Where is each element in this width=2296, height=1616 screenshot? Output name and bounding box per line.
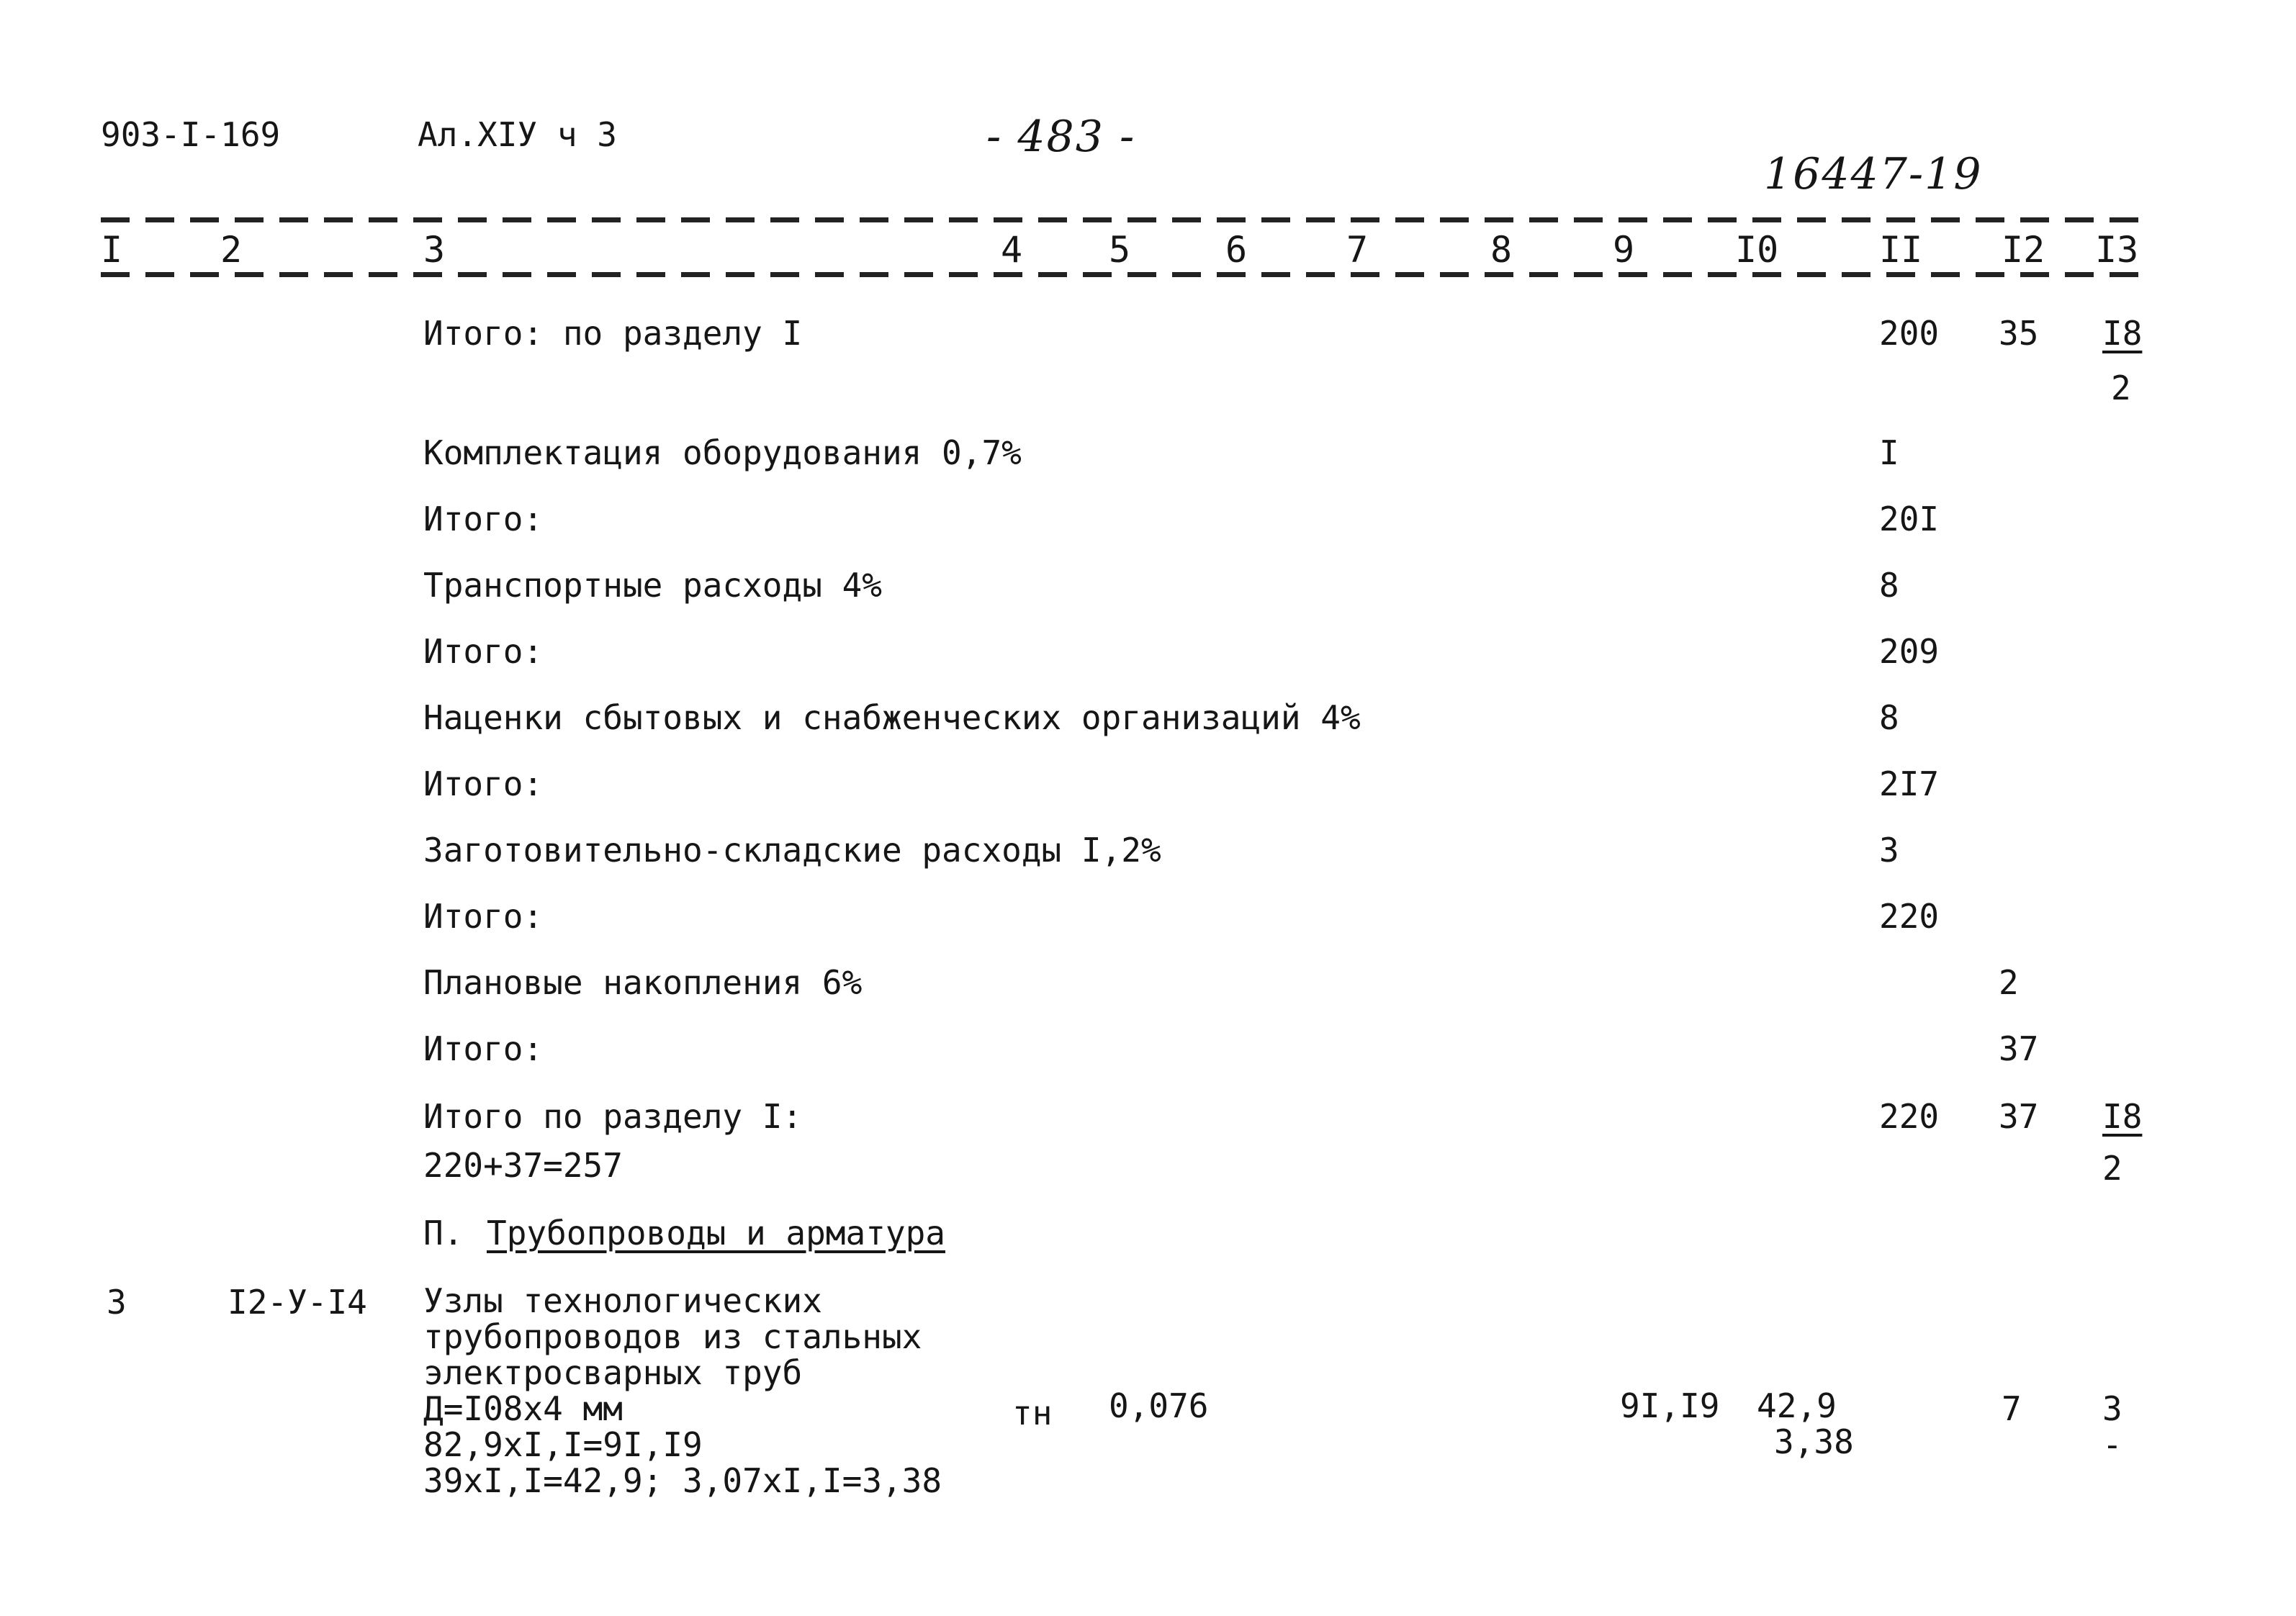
item-quantity: 0,076	[1109, 1386, 1209, 1425]
item-desc-line: Узлы технологических	[423, 1281, 822, 1320]
row-col12: 2	[1999, 963, 2019, 1002]
col-header-4: 4	[1001, 229, 1023, 271]
row-col12: 37	[1999, 1097, 2039, 1136]
row-col11: 209	[1879, 632, 1940, 671]
item-unit: тн	[1012, 1394, 1053, 1432]
row-col13-top: I8	[2102, 314, 2143, 353]
row-label: Итого: по разделу I	[423, 314, 803, 353]
row-col13-bottom: 2	[2102, 1149, 2122, 1188]
row-col12: 37	[1999, 1029, 2039, 1068]
col-header-5: 5	[1109, 229, 1131, 271]
row-col11: 8	[1879, 698, 1899, 737]
document-code: 903-I-169	[101, 115, 281, 154]
row-label: Транспортные расходы 4%	[423, 566, 882, 605]
item-desc-line: Д=I08х4 мм	[423, 1389, 623, 1428]
item-col10-bottom: 3,38	[1774, 1422, 1854, 1461]
header-dashed-rule	[101, 272, 2146, 277]
row-col12: 35	[1999, 314, 2039, 353]
item-desc-line: электросварных труб	[423, 1353, 803, 1392]
col-header-9: 9	[1613, 229, 1635, 271]
col-header-6: 6	[1225, 229, 1248, 271]
row-label: Итого:	[423, 764, 544, 803]
row-col11: 200	[1879, 314, 1940, 353]
col-header-8: 8	[1490, 229, 1513, 271]
col-header-2: 2	[220, 229, 243, 271]
row-col13-top: I8	[2102, 1097, 2143, 1136]
item-col10-top: 42,9	[1757, 1386, 1837, 1425]
item-desc-line: 82,9хI,I=9I,I9	[423, 1425, 703, 1464]
item-col12: 7	[2002, 1389, 2022, 1428]
col-header-10: I0	[1735, 229, 1779, 271]
col-header-11: II	[1879, 229, 1923, 271]
section-title: Трубопроводы и арматура	[487, 1214, 945, 1252]
album-label: Ал.XIУ ч 3	[418, 115, 617, 154]
row-col11: 220	[1879, 1097, 1940, 1136]
top-dashed-rule	[101, 217, 2146, 222]
row-label: Итого по разделу I:	[423, 1097, 803, 1136]
row-label: Итого:	[423, 500, 544, 538]
item-col9: 9I,I9	[1620, 1386, 1720, 1425]
row-label: Плановые накопления 6%	[423, 963, 863, 1002]
section-title-number: П.	[423, 1214, 464, 1252]
row-label: Заготовительно-складские расходы I,2%	[423, 831, 1161, 870]
row-col11: 8	[1879, 566, 1899, 605]
col-header-1: I	[101, 229, 123, 271]
row-col13-bottom: 2	[2111, 369, 2131, 407]
row-col11: I	[1879, 433, 1899, 472]
row-label: Итого:	[423, 1029, 544, 1068]
col-header-3: 3	[423, 229, 446, 271]
item-code: I2-У-I4	[228, 1283, 367, 1322]
row-col11: 20I	[1879, 500, 1940, 538]
col-header-12: I2	[2002, 229, 2045, 271]
item-col13-bottom: -	[2102, 1425, 2122, 1464]
archive-number: 16447-19	[1764, 149, 1983, 199]
col-header-13: I3	[2095, 229, 2139, 271]
col-header-7: 7	[1346, 229, 1369, 271]
item-desc-line: 39хI,I=42,9; 3,07хI,I=3,38	[423, 1461, 942, 1500]
item-position: 3	[107, 1283, 127, 1322]
row-label-2: 220+37=257	[423, 1146, 623, 1185]
row-label: Комплектация оборудования 0,7%	[423, 433, 1022, 472]
row-col11: 3	[1879, 831, 1899, 870]
page-number: - 483 -	[986, 112, 1136, 162]
row-label: Итого:	[423, 632, 544, 671]
row-col11: 220	[1879, 897, 1940, 936]
row-col11: 2I7	[1879, 764, 1940, 803]
item-col13-top: 3	[2102, 1389, 2122, 1428]
row-label: Наценки сбытовых и снабженческих организаций 4%	[423, 698, 1361, 737]
row-label: Итого:	[423, 897, 544, 936]
item-desc-line: трубопроводов из стальных	[423, 1317, 922, 1356]
